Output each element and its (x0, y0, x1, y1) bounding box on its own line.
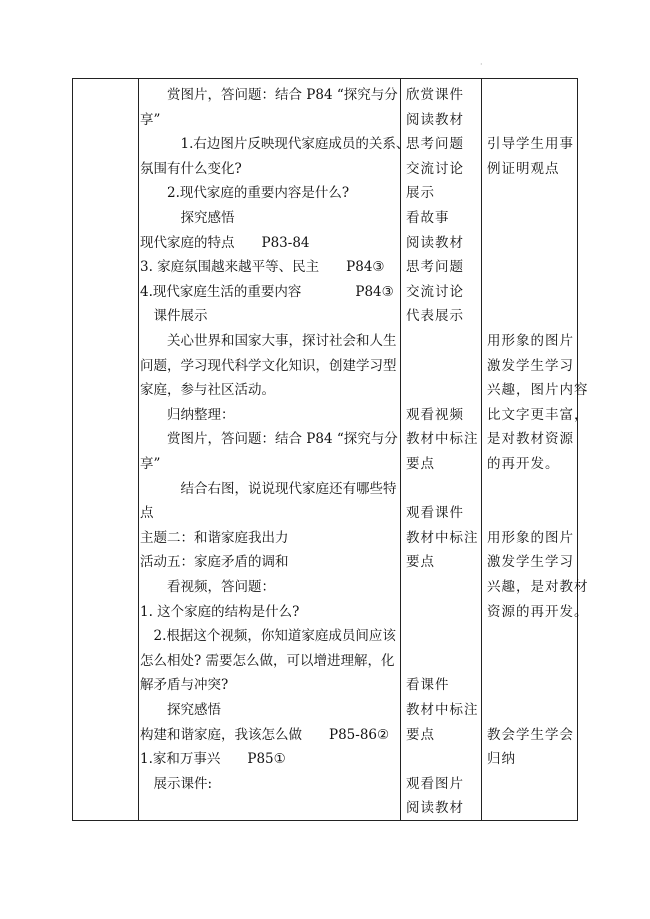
student-activity-line: 思考问题 (406, 259, 464, 276)
student-activity-column (406, 79, 480, 820)
content-line: 结合右图，说说现代家庭还有哪些特 (140, 480, 397, 497)
content-line: 主题二：和谐家庭我出力 (140, 529, 289, 546)
teaching-content-column (140, 79, 410, 820)
content-line: 1.家和万事兴 P85① (140, 751, 286, 768)
student-activity-line: 观看视频 (406, 406, 464, 423)
content-line: 1. 这个家庭的结构是什么? (140, 603, 300, 620)
design-intent-line: 的再开发。 (487, 456, 560, 472)
student-activity-line: 要点 (406, 554, 435, 571)
content-line: 享” (140, 456, 161, 472)
student-activity-line: 欣赏课件 (406, 87, 464, 103)
student-activity-line: 要点 (406, 726, 435, 743)
content-line: 看视频，答问题： (140, 579, 275, 595)
content-line: 1.右边图片反映现代家庭成员的关系、 (140, 136, 410, 153)
design-intent-line: 归纳 (487, 751, 516, 768)
content-line: 探究感悟 (140, 210, 235, 226)
student-activity-line: 观看图片 (406, 775, 464, 792)
design-intent-line: 教会学生学会 (487, 726, 574, 743)
lesson-table (72, 78, 589, 821)
content-line: 问题，学习现代科学文化知识，创建学习型 (140, 357, 397, 374)
content-line: 2.根据这个视频，你知道家庭成员间应该 (140, 628, 396, 645)
student-activity-line: 教材中标注 (406, 431, 479, 448)
student-activity-line: 看故事 (406, 210, 450, 226)
section-column (73, 79, 138, 820)
design-intent-line: 激发学生学习 (487, 554, 574, 571)
page-mark: · (480, 60, 483, 69)
content-line: 归纳整理： (140, 406, 235, 423)
design-intent-line: 用形象的图片 (487, 529, 574, 546)
design-intent-column (487, 79, 589, 820)
student-activity-line: 代表展示 (406, 308, 464, 325)
content-line: 关心世界和国家大事，探讨社会和人生 (140, 333, 397, 349)
design-intent-line: 是对教材资源 (487, 431, 574, 448)
student-activity-line: 展示 (406, 185, 435, 202)
content-line: 探究感悟 (140, 702, 221, 718)
student-activity-line: 交流讨论 (406, 283, 464, 300)
student-activity-line: 看课件 (406, 677, 450, 694)
student-activity-line: 阅读教材 (406, 234, 464, 251)
student-activity-line: 观看课件 (406, 505, 464, 522)
content-line: 享” (140, 111, 161, 128)
design-intent-line: 比文字更丰富， (487, 406, 589, 423)
student-activity-line: 教材中标注 (406, 702, 479, 718)
design-intent-line: 激发学生学习 (487, 357, 574, 374)
column-divider (481, 79, 482, 820)
content-line: 点 (140, 505, 154, 522)
content-line: 赏图片，答问题：结合 P84 “探究与分 (140, 431, 398, 448)
student-activity-line: 思考问题 (406, 136, 464, 153)
design-intent-line: 例证明观点 (487, 160, 560, 177)
content-line: 氛围有什么变化? (140, 160, 242, 177)
student-activity-line: 阅读教材 (406, 111, 464, 128)
content-line: 活动五：家庭矛盾的调和 (140, 554, 289, 571)
column-divider (138, 79, 139, 820)
student-activity-line: 要点 (406, 456, 435, 472)
column-divider (400, 79, 401, 820)
content-line: 构建和谐家庭，我该怎么做 P85-86② (140, 726, 390, 743)
content-line: 3. 家庭氛围越来越平等、民主 P84③ (140, 259, 385, 276)
design-intent-line: 用形象的图片 (487, 333, 574, 349)
content-line: 课件展示 (140, 308, 208, 325)
content-line: 2.现代家庭的重要内容是什么? (140, 185, 350, 202)
design-intent-line: 兴趣，是对教材 (487, 579, 589, 595)
content-line: 4.现代家庭生活的重要内容 P84③ (140, 283, 394, 300)
design-intent-line: 兴趣，图片内容 (487, 382, 589, 399)
content-line: 赏图片，答问题：结合 P84 “探究与分 (140, 87, 398, 103)
content-line: 现代家庭的特点 P83-84 (140, 234, 310, 251)
content-line: 怎么相处? 需要怎么做，可以增进理解，化 (140, 652, 395, 669)
content-line: 解矛盾与冲突? (140, 677, 229, 694)
design-intent-line: 资源的再开发。 (487, 603, 589, 620)
student-activity-line: 教材中标注 (406, 529, 479, 546)
content-line: 展示课件: (140, 775, 213, 792)
content-line: 家庭，参与社区活动。 (140, 382, 275, 399)
student-activity-line: 阅读教材 (406, 800, 464, 817)
design-intent-line: 引导学生用事 (487, 136, 574, 153)
student-activity-line: 交流讨论 (406, 160, 464, 177)
